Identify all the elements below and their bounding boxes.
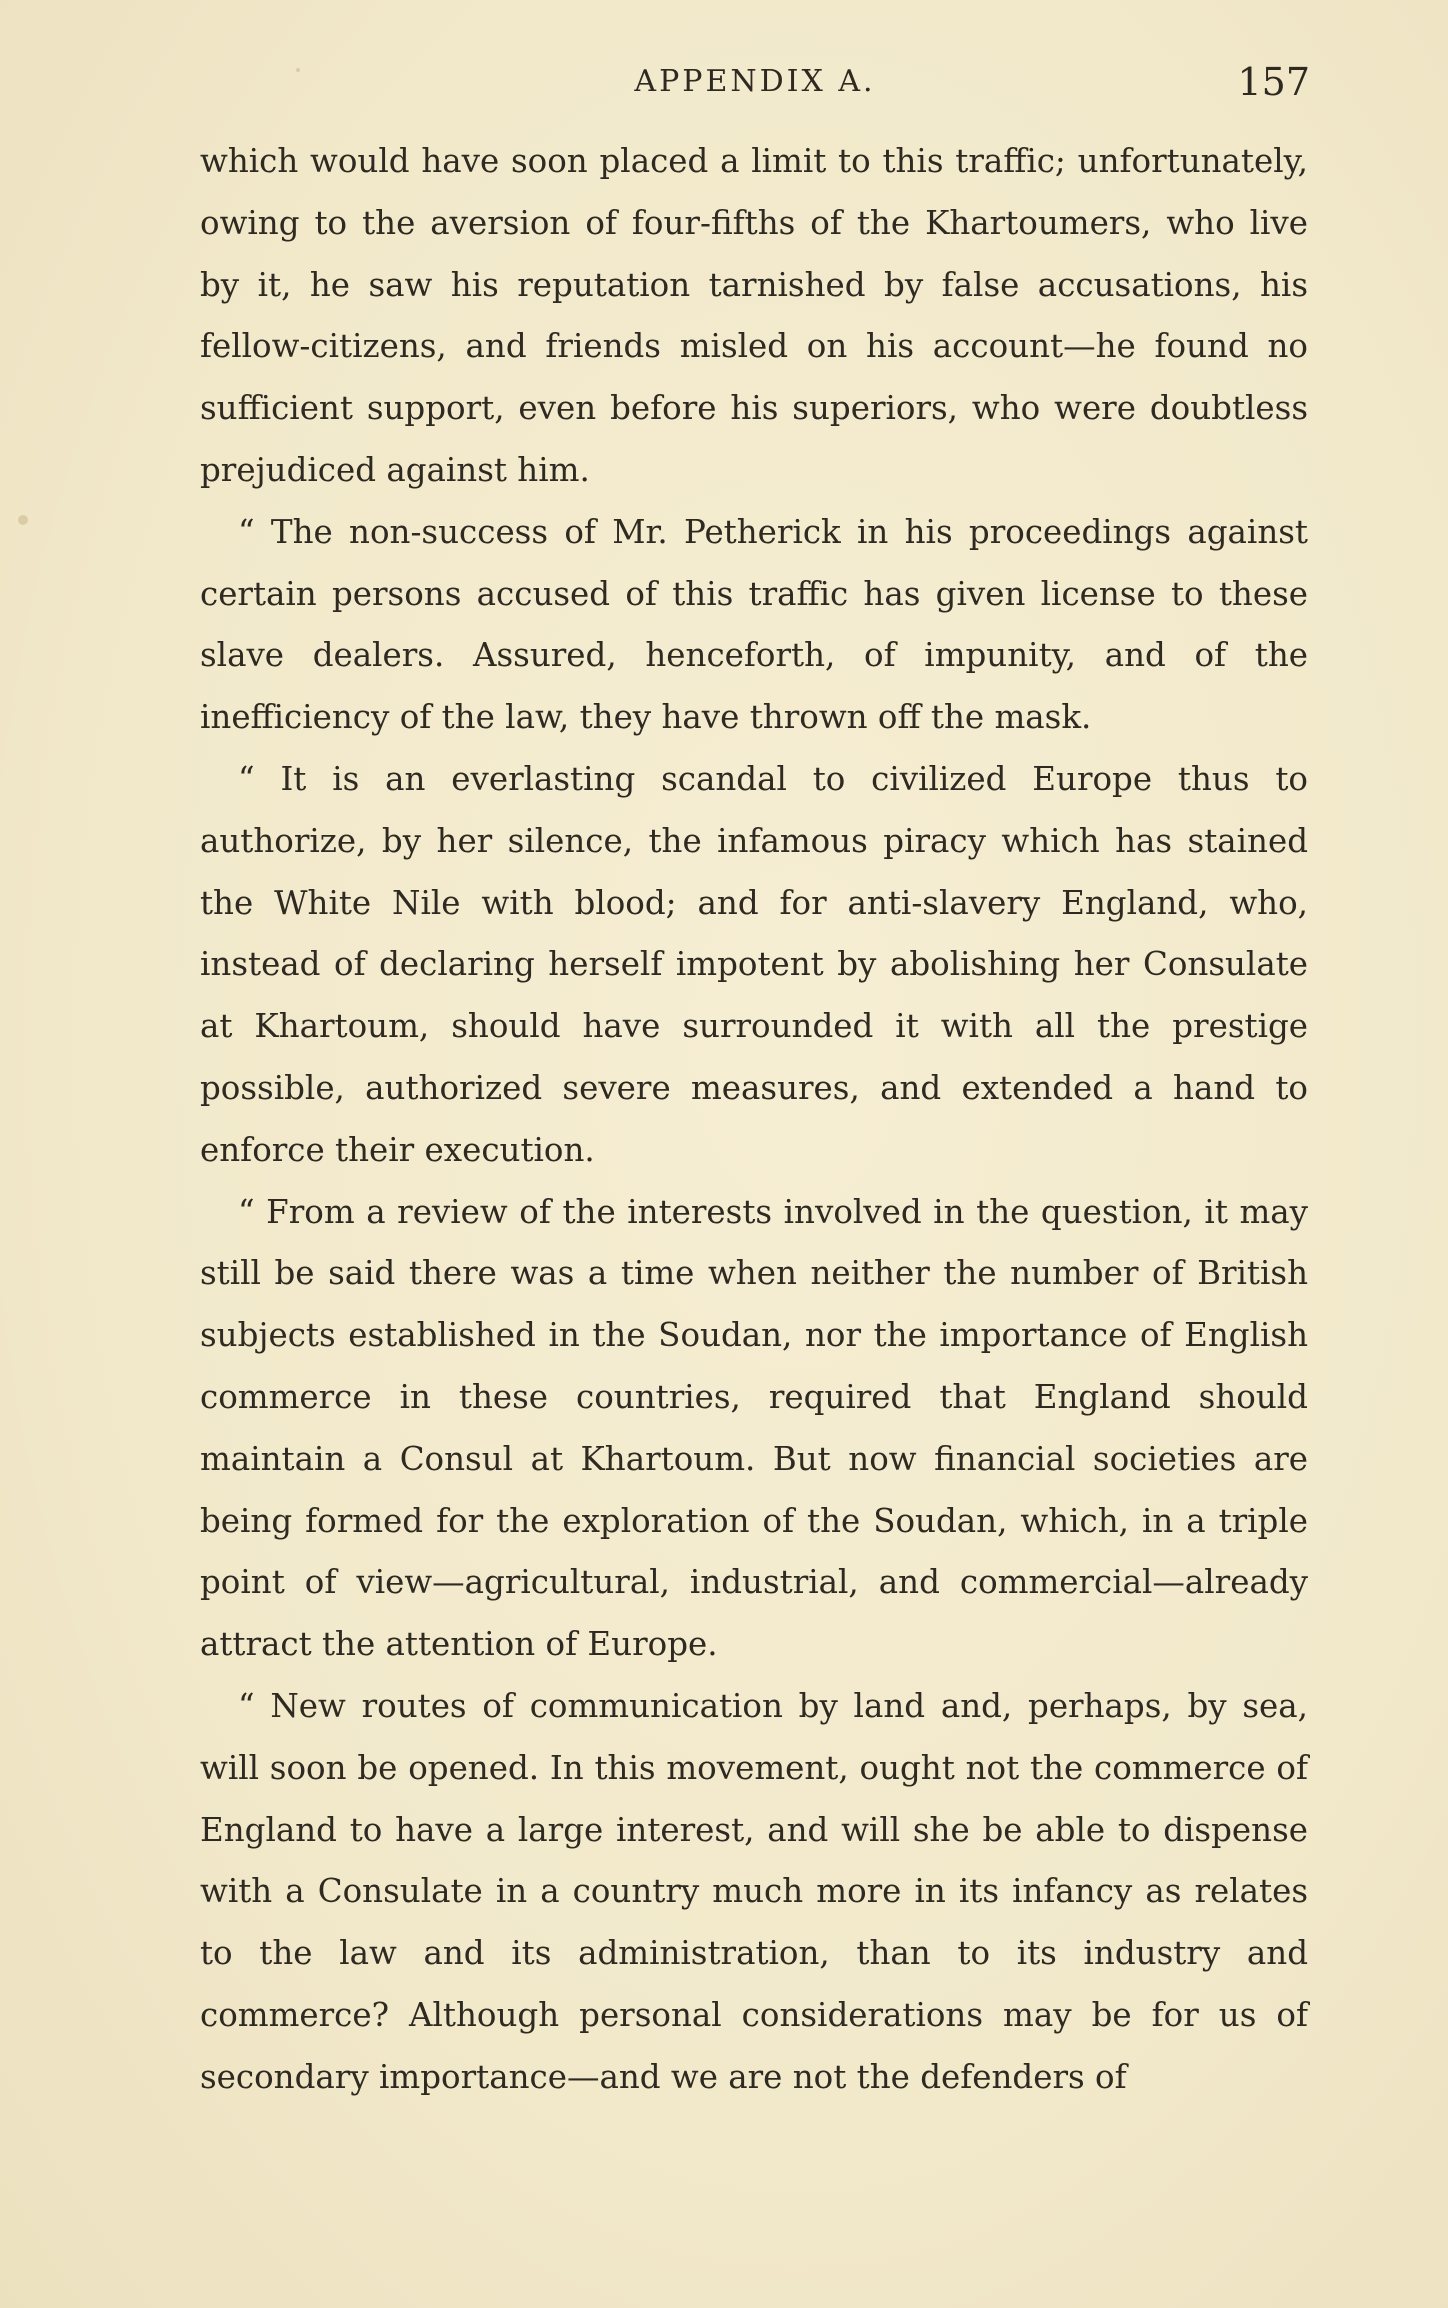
page-header [200,52,1310,112]
paragraph: “ New routes of communication by land and, perhaps, by sea, will soon be opened. In this movement, ought not the commerce of England to have a large interest, and will she be able to dispense with a Consulate in a country much more in its infancy as relates to the law and its administration, than to its industry and commerce? Although personal considerations may be for us of secondary importance—and we are not the defenders of [200,1686,1308,2096]
running-head: APPENDIX A. [634,64,876,99]
body-text [200,131,1308,2109]
paragraph: “ From a review of the interests involved in the question, it may still be said there was a time when neither the number of British subjects established in the Soudan, nor the importance of English commerce in these countries, required that England should maintain a Consul at Khartoum. But now financial societies are being formed for the exploration of the Soudan, which, in a triple point of view—agricultural, industrial, and commercial—already attract the attention of Europe. [200,1192,1308,1664]
paper-speck [18,515,28,525]
paragraph: “ It is an everlasting scandal to civilized Europe thus to authorize, by her silence, the infamous piracy which has stained the White Nile with blood; and for anti-slavery England, who, instead of declaring herself impotent by abolishing her Consulate at Khartoum, should have surrounded it with all the prestige possible, authorized severe measures, and extended a hand to enforce their execution. [200,759,1308,1169]
paragraph: “ The non-success of Mr. Petherick in his proceedings against certain persons accused of this traffic has given license to these slave dealers. Assured, henceforth, of impunity, and of the inefficiency of the law, they have thrown off the mask. [200,512,1308,737]
paragraph: which would have soon placed a limit to this traffic; unfortunately, owing to the aversion of four-fifths of the Khartoumers, who live by it, he saw his reputation tarnished by false accusations, his fellow-citizens, and friends misled on his account—he found no sufficient support, even before his superiors, who were doubtless prejudiced against him. [200,142,1308,489]
page-number: 157 [1237,60,1310,104]
